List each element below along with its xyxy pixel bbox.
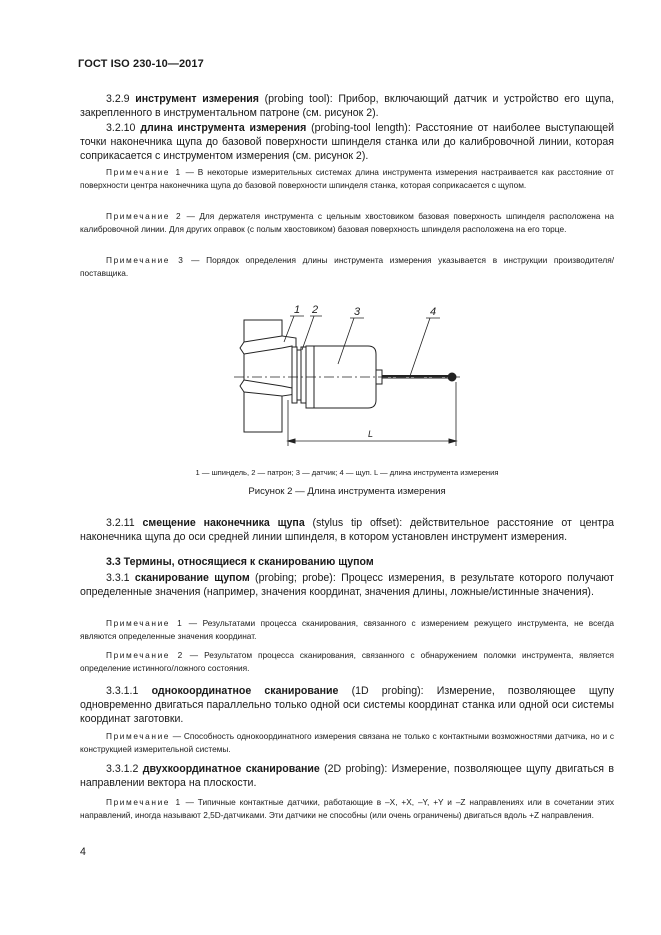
term-number: 3.2.10 bbox=[106, 122, 136, 134]
figure-caption: Рисунок 2 — Длина инструмента измерения bbox=[248, 486, 446, 497]
term-3-2-10 bbox=[80, 121, 614, 164]
note-text: — Для держателя инструмента с цельным хвостовиком базовая поверхность шпинделя расположена на калибровочной линии. Для других оправок (с полым хвостовиком) базовая поверхность шпинделя расположена на его торце. bbox=[80, 211, 614, 234]
note-text: — Результатом процесса сканирования, связанного с обнаружением поломки инструмента, является определение истинного/ложного состояния. bbox=[80, 650, 614, 673]
leader-4 bbox=[410, 318, 440, 376]
term-3-2-11 bbox=[80, 516, 614, 544]
page-number: 4 bbox=[80, 846, 86, 858]
term-3-3-1 bbox=[80, 571, 614, 599]
figure-legend: 1 — шпиндель, 2 — патрон; 3 — датчик; 4 — щуп. L — длина инструмента измерения bbox=[195, 468, 499, 477]
figure-2-drawing bbox=[230, 296, 470, 452]
leader-2 bbox=[302, 316, 322, 350]
note-2-probing bbox=[80, 649, 614, 674]
term-name: однокоординатное сканирование bbox=[151, 685, 339, 697]
term-definition: (1D probing): Измерение, позволяющее щупу одновременно двигаться параллельно только одной оси системы координат станка или одной оси системы координат заготовки. bbox=[80, 685, 615, 726]
note-label: Примечание 3 bbox=[106, 255, 185, 265]
term-name: двухкоординатное сканирование bbox=[142, 763, 320, 775]
note-2d-probing bbox=[80, 796, 614, 821]
term-number: 3.3.1 bbox=[106, 572, 130, 584]
note-text: — В некоторые измерительных системах длина инструмента измерения настраивается как расстояние от поверхности центра наконечника щупа до базовой поверхности шпинделя станка, которая соприкасается с щупом. bbox=[80, 167, 614, 190]
term-3-3-1-1 bbox=[80, 684, 614, 727]
term-number: 3.2.9 bbox=[106, 93, 130, 105]
note-text: — Порядок определения длины инструмента измерения указывается в инструкции производителя/поставщика. bbox=[80, 255, 614, 278]
term-definition: (stylus tip offset): действительное расстояние от центра наконечника щупа до оси средней линии шпинделя, в котором установлен инструмент измерения. bbox=[80, 517, 614, 544]
note-1-probing-tool-length bbox=[80, 166, 614, 191]
section-heading-3-3: 3.3 Термины, относящиеся к сканированию щупом bbox=[106, 556, 374, 568]
term-number: 3.2.11 bbox=[106, 517, 135, 529]
term-number: 3.3.1.1 bbox=[106, 685, 139, 697]
chuck-ring bbox=[292, 347, 297, 403]
note-label: Примечание 2 bbox=[106, 211, 183, 221]
term-3-2-9 bbox=[80, 92, 614, 120]
note-label: Примечание 1 bbox=[106, 618, 184, 628]
term-name: сканирование щупом bbox=[134, 572, 250, 584]
note-label: Примечание 1 bbox=[106, 167, 182, 177]
note-1d-probing bbox=[80, 730, 614, 755]
term-definition: (probing-tool length): Расстояние от наиболее выступающей точки наконечника щупа до базовой поверхности шпинделя станка или до калибровочной линии, которая соприкасается с инструментом измерения (см. рисунок 2). bbox=[80, 122, 615, 163]
term-3-3-1-2 bbox=[80, 762, 614, 790]
term-name: длина инструмента измерения bbox=[140, 122, 307, 134]
note-label: Примечание 1 bbox=[106, 797, 182, 807]
term-number: 3.3.1.2 bbox=[106, 763, 139, 775]
note-1-probing bbox=[80, 617, 614, 642]
note-3-probing-tool-length bbox=[80, 254, 614, 279]
term-definition: (probing; probe): Процесс измерения, в результате которого получают определенные значения (например, значения координат, значения длины, ложные/истинные значения). bbox=[80, 572, 614, 599]
figure-label-3: 3 bbox=[354, 306, 361, 318]
figure-label-1: 1 bbox=[294, 304, 301, 316]
term-definition: (2D probing): Измерение, позволяющее щупу двигаться в направлении вектора на плоскости. bbox=[80, 763, 614, 790]
term-definition: (probing tool): Прибор, включающий датчик и устройство его щупа, закрепленного в инструментальном патроне (см. рисунок 2). bbox=[80, 93, 615, 120]
figure-label-4: 4 bbox=[430, 306, 437, 318]
note-2-probing-tool-length bbox=[80, 210, 614, 235]
note-text: — Способность однокоординатного измерения связана не только с контактными возможностями датчика, но и с конструкцией измерительной системы. bbox=[80, 731, 614, 754]
note-text: — Типичные контактные датчики, работающие в –X, +X, –Y, +Y и –Z направлениях или в сочетании этих направлений, иногда называют 2,5D-датчиками. Эти датчики не способны (или очень ограничены) двигаться вдоль +Z направления. bbox=[80, 797, 614, 820]
term-name: инструмент измерения bbox=[135, 93, 259, 105]
figure-dim-label: L bbox=[368, 429, 374, 439]
note-text: — Результатами процесса сканирования, связанного с измерением режущего инструмента, не всегда являются определенные значения координат. bbox=[80, 618, 614, 641]
chuck-ring bbox=[301, 347, 306, 403]
note-label: Примечание 2 bbox=[106, 650, 184, 660]
term-name: смещение наконечника щупа bbox=[142, 517, 305, 529]
figure-label-2: 2 bbox=[312, 304, 319, 316]
chuck-shape bbox=[282, 346, 292, 388]
document-header: ГОСТ ISO 230-10—2017 bbox=[78, 58, 204, 70]
chuck-ring bbox=[297, 350, 301, 400]
note-label: Примечание bbox=[106, 731, 171, 741]
